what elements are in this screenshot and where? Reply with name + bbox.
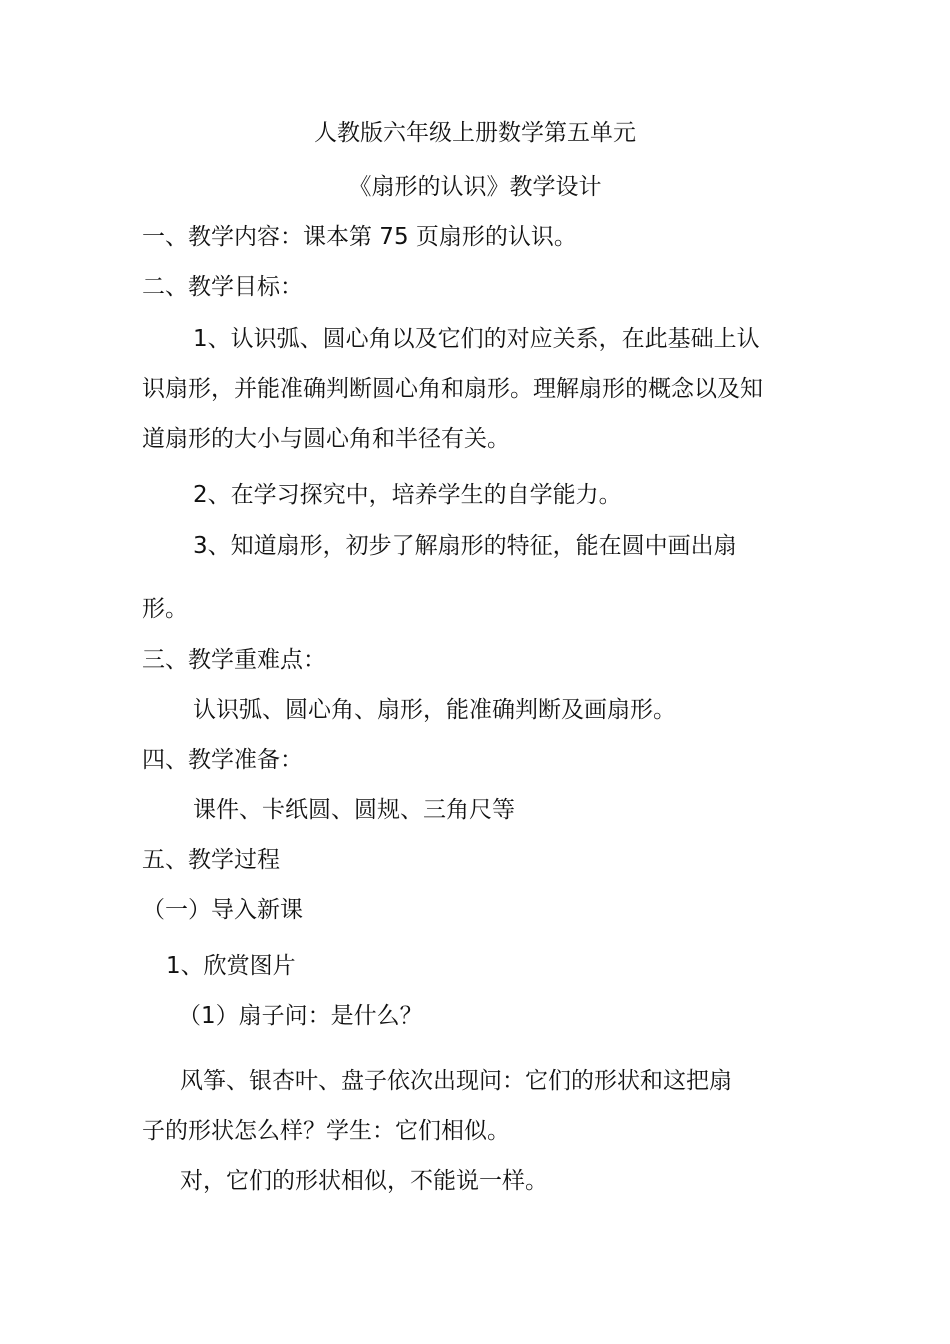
key-difficulties-body: 认识弧、圆心角、扇形，能准确判断及画扇形。 (193, 697, 676, 723)
goal-1-line-2: 识扇形，并能准确判断圆心角和扇形。理解扇形的概念以及知 (142, 376, 763, 402)
section-preparation-heading: 四、教学准备： (142, 747, 303, 773)
preparation-body: 课件、卡纸圆、圆规、三角尺等 (193, 797, 515, 823)
goal-1-line-3: 道扇形的大小与圆心角和半径有关。 (142, 426, 510, 452)
section-teaching-goals-heading: 二、教学目标： (142, 274, 303, 300)
process-paragraph-line-2: 子的形状怎么样？学生：它们相似。 (142, 1118, 510, 1144)
process-paragraph-line-1: 风筝、银杏叶、盘子依次出现问：它们的形状和这把扇 (180, 1068, 732, 1094)
section-process-heading: 五、教学过程 (142, 847, 280, 873)
section-teaching-content: 一、教学内容：课本第 75 页扇形的认识。 (142, 224, 577, 250)
goal-1-line-1: 1、认识弧、圆心角以及它们的对应关系，在此基础上认 (193, 326, 760, 352)
doc-title-line-1: 人教版六年级上册数学第五单元 (314, 120, 636, 146)
doc-title-line-2: 《扇形的认识》教学设计 (348, 174, 602, 200)
process-paragraph-line-3: 对，它们的形状相似，不能说一样。 (180, 1168, 548, 1194)
goal-3-line-1: 3、知道扇形，初步了解扇形的特征，能在圆中画出扇 (193, 533, 737, 559)
goal-2: 2、在学习探究中，培养学生的自学能力。 (193, 482, 622, 508)
process-step-1-1: （1）扇子问：是什么？ (178, 1003, 423, 1029)
goal-3-line-2: 形。 (142, 596, 188, 622)
section-key-difficulties-heading: 三、教学重难点： (142, 647, 326, 673)
process-step-1: 1、欣赏图片 (166, 953, 296, 979)
process-part-1-heading: （一）导入新课 (142, 897, 303, 923)
